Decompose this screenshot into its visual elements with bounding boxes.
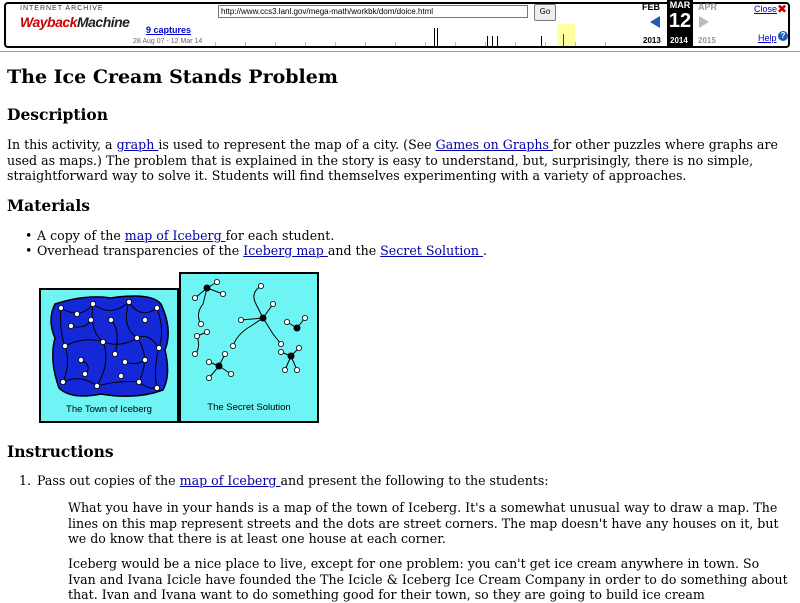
next-month: APR — [698, 2, 718, 12]
instruction-step: Pass out copies of the map of Iceberg and present the following to the students: — [37, 473, 549, 488]
capture-bar-current[interactable] — [563, 34, 564, 46]
capture-bar[interactable] — [492, 36, 493, 46]
help-icon[interactable]: ? — [778, 31, 788, 41]
logo-word-1: Wayback — [20, 14, 77, 30]
url-input[interactable] — [218, 5, 528, 18]
story-paragraph-2: Iceberg would be a nice place to live, except for one problem: you can't get ice cream anywhere in town. So Ivan and Ivana Icicle have founded the The Icicle & Iceberg Ice Cream Company in order to do something about that. Ivan and Ivana want to do something good for their town, so they are going to build ice cream — [68, 556, 788, 602]
timeline-highlight — [557, 24, 575, 46]
secret-solution-link[interactable]: Secret Solution — [380, 243, 483, 258]
secret-solution-image[interactable] — [179, 272, 319, 423]
prev-year[interactable]: 2013 — [643, 36, 661, 45]
secret-solution-caption: The Secret Solution — [207, 402, 291, 413]
logo-caption: INTERNET ARCHIVE — [20, 5, 104, 12]
current-year: 2014 — [670, 36, 688, 45]
description-heading: Description — [7, 105, 109, 124]
next-capture-arrow-icon — [699, 16, 709, 28]
next-year: 2015 — [698, 36, 716, 45]
iceberg-map-caption: The Town of Iceberg — [66, 404, 152, 415]
current-month: MAR — [667, 0, 693, 46]
close-icon[interactable]: ✖ — [777, 2, 788, 16]
materials-list — [7, 228, 487, 258]
capture-bar[interactable] — [541, 36, 542, 46]
materials-item: • Overhead transparencies of the Iceberg map and the Secret Solution . — [7, 243, 487, 258]
iceberg-map-image[interactable] — [39, 288, 179, 423]
wayback-toolbar — [0, 0, 800, 52]
games-on-graphs-link[interactable]: Games on Graphs — [435, 137, 553, 152]
description-text: In this activity, a graph is used to represent the map of a city. (See Games on Graphs for other puzzles where graphs are used as maps.) The problem that is explained in the story is easy to understand, but, surprisingly, there is no simple, straightforward way to solve it. Students will find themselves experimenting with a variety of approaches. — [7, 137, 778, 183]
logo-word-2: Machine — [76, 14, 130, 30]
capture-range: 28 Aug 07 - 12 Mar 14 — [133, 38, 203, 45]
iceberg-map-link[interactable]: Iceberg map — [243, 243, 328, 258]
wayback-logo[interactable] — [20, 14, 129, 30]
capture-bar[interactable] — [487, 36, 488, 46]
capture-bar[interactable] — [434, 28, 435, 46]
captures-link[interactable]: 9 captures — [146, 25, 192, 35]
prev-capture-arrow-icon[interactable] — [650, 16, 660, 28]
page-title: The Ice Cream Stands Problem — [7, 66, 338, 88]
map-of-iceberg-link[interactable]: map of Iceberg — [124, 228, 226, 243]
capture-bar[interactable] — [437, 28, 438, 46]
prev-month[interactable]: FEB — [642, 2, 660, 12]
capture-bar[interactable] — [497, 36, 498, 46]
current-day: 12 — [668, 10, 692, 32]
graph-link[interactable]: graph — [116, 137, 159, 152]
iceberg-map-graph — [41, 290, 177, 421]
go-button[interactable]: Go — [534, 4, 556, 21]
materials-heading: Materials — [7, 196, 90, 215]
materials-item: • A copy of the map of Iceberg for each student. — [7, 228, 487, 243]
secret-solution-graph — [181, 274, 317, 421]
story-paragraph-1: What you have in your hands is a map of the town of Iceberg. It's a somewhat unusual way to draw a map. The lines on this map represent streets and the dots are street corners. The map doesn't have any houses on it, but we do know that there is at least one house at each corner. — [68, 500, 779, 546]
capture-timeline[interactable] — [205, 24, 635, 46]
map-of-iceberg-link-2[interactable]: map of Iceberg — [179, 473, 281, 488]
help-link[interactable]: Help — [758, 33, 777, 43]
instructions-heading: Instructions — [7, 442, 114, 461]
instruction-number: 1. — [19, 473, 32, 488]
close-link[interactable]: Close — [754, 4, 778, 14]
